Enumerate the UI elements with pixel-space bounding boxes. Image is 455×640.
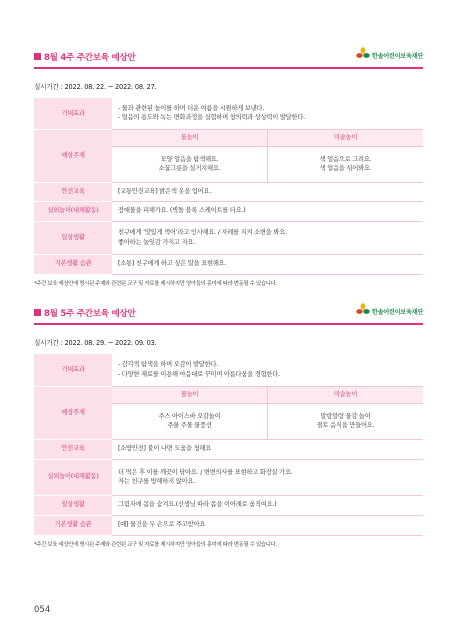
- theme-head-water: 물놀이: [112, 386, 268, 403]
- daily-value: 그림자에 몸을 숨겨요.(선생님 따라 몸을 이어래로 움직여요.): [112, 495, 423, 515]
- theme-water-value: 모양 얼음을 탐색해요. 소꿉그릇을 설거지해요.: [112, 146, 268, 182]
- section-title: 8월 4주 주간보육 예상안: [34, 51, 135, 63]
- row-label-daily: 일상생활: [34, 495, 112, 515]
- plan-table: [34, 354, 423, 536]
- goal-value: - 물과 관련된 놀이를 하며 더운 여름을 시원하게 보낸다. - 얼음의 용도와 녹는 변화과정을 실험하며 창의력과 상상력이 발달한다.: [112, 98, 423, 129]
- plan-table: [34, 98, 423, 275]
- row-label-safety: 안전교육: [34, 439, 112, 459]
- basic-value: [소통] 친구에게 하고 싶은 말을 표현해요.: [112, 254, 423, 274]
- weekly-plan-week5: [34, 306, 423, 548]
- footnote: *주간 보육 예상안에 명시된 주제와 관련된 교구 및 자료를 제시하지만 영아들의 흥미에 따라 변동될 수 있습니다.: [34, 541, 277, 548]
- section-title: 8월 5주 주간보육 예상안: [34, 307, 135, 319]
- row-label-basic: 기본생활 습관: [34, 254, 112, 274]
- theme-water-value: 주스 아이스바 오감놀이 주물 주물 물풍선: [112, 403, 268, 439]
- foundation-name: 한솔어린이보육재단: [371, 53, 423, 60]
- row-label-outdoor: 실외놀이(대체활동): [34, 459, 112, 495]
- foundation-logo: [356, 302, 423, 316]
- weekly-plan-week4: [34, 50, 423, 287]
- row-label-outdoor: 실외놀이(대체활동): [34, 201, 112, 221]
- safety-value: [소방안전] 불이 나면 도움을 청해요: [112, 439, 423, 459]
- outdoor-value: 장애물을 피해가요. (벽돌 블록 스케이트를 타요.): [112, 201, 423, 221]
- foundation-logo: [356, 46, 423, 60]
- theme-art-value: 말랑말랑 물감 놀이 점토 음식을 만들어요.: [268, 403, 424, 439]
- section-header: [34, 50, 423, 72]
- row-label-basic: 기본생활 습관: [34, 515, 112, 535]
- period: 실시기간 : 2022. 08. 29. ~ 2022. 09. 03.: [34, 339, 157, 347]
- square-bullet-icon: [34, 53, 41, 60]
- flower-logo-icon: [356, 302, 370, 316]
- title-rule: [34, 323, 423, 325]
- daily-value: 친구에게 ‘맛있게 먹어’라고 인사해요. / 자레를 지켜 소변을 봐요. 좋아하는 놀잇감 가지고 자요.: [112, 221, 423, 254]
- outdoor-value: 더 먹은 후 이를 깨끗이 닦아요. / 변변의사를 표현하고 화장실 가요. 자는 친구를 방해하지 않아요.: [112, 459, 423, 495]
- page-number: 054: [34, 605, 51, 615]
- footnote: *주간 보육 예상안에 명시된 주제와 관련된 교구 및 자료를 제시하지만 영아들의 흥미에 따라 변동될 수 있습니다.: [34, 280, 277, 287]
- row-label-goal: 기대효과: [34, 354, 112, 386]
- row-label-theme: 예상주제: [34, 129, 112, 182]
- theme-art-value: 색 얼음으로 그려요. 색 얼음을 섞어봐요.: [268, 146, 424, 182]
- section-header: [34, 306, 423, 328]
- square-bullet-icon: [34, 309, 41, 316]
- row-label-safety: 안전교육: [34, 182, 112, 201]
- basic-value: [예] 물건을 두 손으로 주고받아요: [112, 515, 423, 535]
- row-label-theme: 예상주제: [34, 386, 112, 439]
- title-rule: [34, 67, 423, 69]
- theme-head-water: 물놀이: [112, 129, 268, 146]
- foundation-name: 한솔어린이보육재단: [371, 309, 423, 316]
- flower-logo-icon: [356, 46, 370, 60]
- goal-value: - 감각적 탐색을 하며 오감이 발달한다. - 다양한 재료를 이용해 마음대로 꾸미며 아름다움을 경험한다.: [112, 354, 423, 386]
- row-label-daily: 일상생활: [34, 221, 112, 254]
- theme-head-art: 미술놀이: [268, 129, 424, 146]
- theme-head-art: 미술놀이: [268, 386, 424, 403]
- row-label-goal: 기대효과: [34, 98, 112, 129]
- period: 실시기간 : 2022. 08. 22. ~ 2022. 08. 27.: [34, 83, 157, 91]
- safety-value: [교통안전교육] 밝은색 옷을 입어요.: [112, 182, 423, 201]
